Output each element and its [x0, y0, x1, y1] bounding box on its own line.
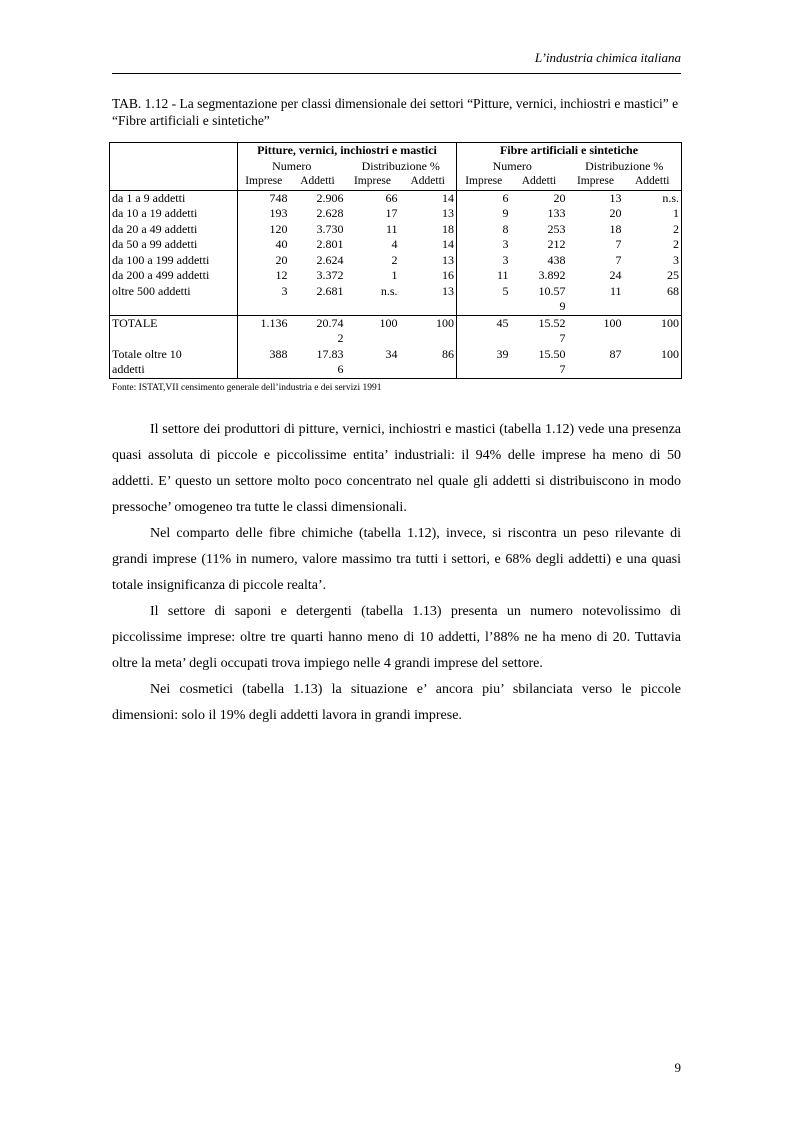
value-cell: 748 [238, 190, 290, 206]
value-cell: 66 [385, 190, 398, 205]
value-cell: 3 [673, 252, 680, 267]
table-container [109, 142, 681, 379]
value-cell: 1.136 [238, 315, 290, 331]
value-cell: 2.906 [316, 190, 344, 205]
value-cell: 3 [457, 237, 511, 253]
body-text [112, 417, 681, 729]
value-cell: 2.624 [316, 252, 344, 267]
value-cell: 16 [442, 268, 454, 282]
segmentation-table [109, 142, 682, 379]
value-cell: 87 [609, 346, 622, 361]
value-cell [400, 331, 457, 347]
running-head: L’industria chimica italiana [534, 50, 681, 65]
subheader-distribuzione-1: Distribuzione % [361, 158, 440, 173]
value-cell: 68 [667, 283, 680, 298]
value-cell: 45 [457, 315, 511, 331]
row-label [110, 331, 238, 347]
col-imprese: Imprese [353, 175, 392, 187]
row-label: da 100 a 199 addetti [112, 252, 210, 267]
header-rule [112, 73, 681, 74]
value-cell: 1 [391, 268, 398, 282]
value-cell: 193 [238, 206, 290, 222]
value-cell: n.s. [662, 190, 680, 205]
value-cell [400, 299, 457, 315]
col-addetti: Addetti [521, 175, 557, 187]
row-label: Totale oltre 10 [112, 346, 182, 361]
subheader-numero-2: Numero [457, 159, 568, 175]
table-row [110, 237, 682, 253]
value-cell [346, 299, 400, 315]
value-cell [346, 362, 400, 378]
value-cell: 3.892 [538, 268, 566, 282]
table-row [110, 284, 682, 300]
header-row-groups [110, 143, 682, 159]
header-row-columns [110, 174, 682, 190]
paragraph: Nel comparto delle fibre chimiche (tabella 1.12), invece, si riscontra un peso rilevante di grandi imprese (11% in numero, valore massimo tra tutti i settori, e 68% degli addetti) e una quasi totale insignificanza di piccole realta’. [112, 526, 681, 593]
value-cell: 100 [436, 315, 454, 330]
value-cell: 13 [442, 206, 454, 220]
value-cell: 20 [238, 253, 290, 269]
value-cell: 5 [457, 284, 511, 300]
value-cell: 3 [238, 284, 290, 300]
value-cell: n.s. [380, 283, 398, 298]
paragraph: Nei cosmetici (tabella 1.13) la situazione e’ ancora piu’ sbilanciata verso le piccole dimensioni: solo il 19% degli addetti lavora in grandi imprese. [112, 682, 681, 723]
value-cell: 2.628 [316, 206, 344, 220]
value-cell: 2.801 [316, 237, 344, 251]
value-cell: 20 [553, 190, 566, 205]
value-cell: 6 [457, 190, 511, 206]
value-cell: 9 [559, 299, 566, 313]
value-cell: 212 [547, 237, 566, 251]
value-cell: 3 [457, 253, 511, 269]
value-cell: 15.52 [538, 315, 566, 330]
row-label: da 20 a 49 addetti [112, 221, 198, 236]
col-addetti: Addetti [635, 175, 670, 187]
value-cell: 14 [442, 237, 454, 251]
value-cell: 20.74 [316, 315, 344, 330]
value-cell: 4 [391, 237, 398, 251]
value-cell: 2 [673, 237, 680, 251]
value-cell: 11 [609, 283, 622, 298]
value-cell: 100 [661, 315, 680, 330]
table-row-continuation [110, 362, 682, 378]
value-cell: 14 [442, 190, 454, 205]
value-cell: 39 [457, 347, 511, 363]
value-cell: 3.730 [316, 221, 344, 236]
value-cell [568, 362, 624, 378]
value-cell: 7 [615, 252, 622, 267]
table-row [110, 190, 682, 206]
paragraph: Il settore di saponi e detergenti (tabella 1.13) presenta un numero notevolissimo di piccolissime imprese: oltre tre quarti hanno meno di 10 addetti, l’88% ne ha meno di 20. Tuttavia oltre la meta’ degli occupati trova impiego nelle 4 grandi imprese del settore. [112, 604, 681, 671]
value-cell: 24 [609, 268, 622, 282]
value-cell: 17.83 [316, 346, 344, 361]
value-cell: 1 [673, 206, 680, 220]
value-cell: 11 [385, 221, 398, 236]
row-label: TOTALE [112, 315, 158, 330]
value-cell: 25 [667, 268, 680, 282]
value-cell [457, 362, 511, 378]
value-cell: 17 [385, 206, 398, 220]
table-row [110, 222, 682, 238]
value-cell: 100 [661, 346, 680, 361]
value-cell: 6 [337, 362, 344, 376]
group-header-pitture: Pitture, vernici, inchiostri e mastici [238, 143, 457, 159]
value-cell: 13 [442, 283, 454, 298]
value-cell: 7 [559, 331, 566, 345]
value-cell [624, 299, 682, 315]
value-cell: 133 [547, 206, 566, 220]
value-cell: 3.372 [316, 268, 344, 282]
value-cell: 15.50 [538, 346, 566, 361]
table-row [110, 206, 682, 222]
group-header-fibre: Fibre artificiali e sintetiche [457, 143, 682, 159]
value-cell: 20 [609, 206, 622, 220]
row-label [110, 299, 238, 315]
table-row [110, 268, 682, 284]
value-cell: 2 [673, 221, 680, 236]
value-cell: 2 [337, 331, 344, 345]
value-cell [400, 362, 457, 378]
value-cell: 40 [238, 237, 290, 253]
value-cell: 12 [238, 268, 290, 284]
paragraph: Il settore dei produttori di pitture, vernici, inchiostri e mastici (tabella 1.12) vede una presenza quasi assoluta di piccole e piccolissime entita’ industriali: il 94% delle imprese ha meno di 50 addetti. E’ questo un settore molto poco concentrato nel quale gli addetti si distribuiscono in modo pressoche’ omogeneo tra tutte le classi dimensionali. [112, 422, 681, 515]
table-row [110, 253, 682, 269]
value-cell: 7 [559, 362, 566, 376]
value-cell: 100 [379, 315, 398, 330]
col-imprese: Imprese [576, 175, 615, 187]
page-number: 9 [674, 1060, 681, 1075]
row-label: da 10 a 19 addetti [112, 206, 198, 220]
value-cell: 13 [442, 252, 454, 267]
table-row-continuation [110, 331, 682, 347]
value-cell: 13 [609, 190, 622, 205]
subheader-numero-1: Numero [238, 159, 346, 175]
value-cell: 34 [385, 346, 398, 361]
row-label: oltre 500 addetti [112, 283, 191, 298]
value-cell: 8 [457, 222, 511, 238]
value-cell: 253 [547, 221, 566, 236]
value-cell [457, 299, 511, 315]
table-row-total [110, 315, 682, 331]
table-source: Fonte: ISTAT,VII censimento generale dell’industria e dei servizi 1991 [112, 383, 382, 393]
value-cell: 10.57 [538, 283, 566, 298]
col-addetti: Addetti [300, 175, 335, 187]
value-cell: 11 [457, 268, 511, 284]
value-cell [457, 331, 511, 347]
value-cell [568, 331, 624, 347]
row-label: da 200 a 499 addetti [112, 268, 210, 282]
value-cell [568, 299, 624, 315]
col-imprese: Imprese [457, 174, 511, 190]
value-cell: 18 [442, 221, 454, 236]
value-cell: 86 [442, 346, 454, 361]
table-row-total-over-10 [110, 347, 682, 363]
value-cell: 2 [391, 252, 398, 267]
value-cell [290, 299, 346, 315]
value-cell [238, 331, 290, 347]
value-cell [238, 362, 290, 378]
value-cell [346, 331, 400, 347]
subheader-distribuzione-2: Distribuzione % [585, 158, 664, 173]
value-cell: 9 [457, 206, 511, 222]
row-label: addetti [112, 362, 145, 376]
value-cell: 438 [547, 252, 566, 267]
value-cell: 100 [603, 315, 622, 330]
value-cell: 7 [615, 237, 622, 251]
value-cell: 2.681 [316, 283, 344, 298]
value-cell [238, 299, 290, 315]
value-cell: 18 [609, 221, 622, 236]
value-cell: 120 [238, 222, 290, 238]
col-addetti: Addetti [410, 175, 445, 187]
row-label: da 1 a 9 addetti [112, 190, 186, 205]
value-cell [624, 331, 682, 347]
value-cell: 388 [238, 347, 290, 363]
row-label: da 50 a 99 addetti [112, 237, 198, 251]
header-row-subgroups [110, 159, 682, 175]
table-row-continuation [110, 299, 682, 315]
value-cell [624, 362, 682, 378]
col-imprese: Imprese [238, 174, 290, 190]
table-caption: TAB. 1.12 - La segmentazione per classi dimensionale dei settori “Pitture, vernici, inchiostri e mastici” e “Fibre artificiali e sintetiche” [112, 96, 679, 128]
